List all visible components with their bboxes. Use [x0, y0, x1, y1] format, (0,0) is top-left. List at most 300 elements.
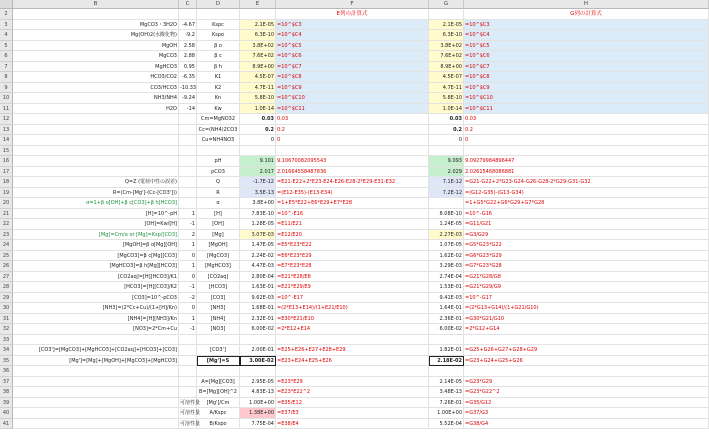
row-header-18[interactable]: 18: [0, 177, 13, 188]
cell-e8[interactable]: 4.5E-07: [240, 72, 276, 83]
cell-b6[interactable]: MgCO3: [13, 51, 179, 62]
cell-h3[interactable]: =10^$C3: [464, 20, 709, 31]
cell-f27[interactable]: =E21*E28/E8: [276, 272, 429, 283]
cell-d18[interactable]: Q: [197, 177, 240, 188]
cell-e3[interactable]: 2.1E-05: [240, 20, 276, 31]
cell-g27[interactable]: 2.74E-04: [429, 272, 464, 283]
cell-c32[interactable]: -1: [179, 324, 197, 335]
cell-d20[interactable]: α: [197, 198, 240, 209]
cell-g9[interactable]: 4.7E-11: [429, 83, 464, 94]
cell-h20[interactable]: =1+G5*G22+G6*G29+G7*G28: [464, 198, 709, 209]
cell-b27[interactable]: [CO2aq]=[H][HCO3]/K1: [13, 272, 179, 283]
cell-e6[interactable]: 7.6E+02: [240, 51, 276, 62]
cell-h8[interactable]: =10^$C8: [464, 72, 709, 83]
cell-f40[interactable]: =E37/E3: [276, 408, 429, 419]
cell-d26[interactable]: [MgHCO3]: [197, 261, 240, 272]
row-header-32[interactable]: 32: [0, 324, 13, 335]
cell-g41[interactable]: 5.52E-04: [429, 419, 464, 430]
row-header-7[interactable]: 7: [0, 62, 13, 73]
cell-g18[interactable]: 7.1E-12: [429, 177, 464, 188]
cell-f19[interactable]: =(E12-E35)-(E13-E34): [276, 188, 429, 199]
cell-c38[interactable]: [179, 387, 197, 398]
cell-h24[interactable]: =G5*G23*G22: [464, 240, 709, 251]
cell-f35[interactable]: =E23+E24+E25+E26: [276, 356, 429, 367]
cell-c8[interactable]: -6.35: [179, 72, 197, 83]
cell-d6[interactable]: β c: [197, 51, 240, 62]
cell-f16[interactable]: 9.10670082095543: [276, 156, 429, 167]
cell-g35[interactable]: 2.18E-02: [429, 356, 464, 367]
row-header-10[interactable]: 10: [0, 93, 13, 104]
cell-d10[interactable]: Kn: [197, 93, 240, 104]
cell-d30[interactable]: [NH3]: [197, 303, 240, 314]
cell-c2[interactable]: [179, 9, 197, 20]
cell-b20[interactable]: α=1+β o[OH]+β c[CO3]+β h[HCO3]: [13, 198, 179, 209]
cell-h26[interactable]: =G7*G23*G28: [464, 261, 709, 272]
row-header-33[interactable]: 33: [0, 335, 13, 346]
cell-h13[interactable]: 0.2: [464, 125, 709, 136]
row-header-34[interactable]: 34: [0, 345, 13, 356]
cell-c16[interactable]: [179, 156, 197, 167]
cell-b7[interactable]: MgHCO3: [13, 62, 179, 73]
cell-g17[interactable]: 2.029: [429, 167, 464, 178]
cell-f22[interactable]: =E11/E21: [276, 219, 429, 230]
cell-c18[interactable]: [179, 177, 197, 188]
cell-g39[interactable]: 7.26E-01: [429, 398, 464, 409]
cell-d40[interactable]: A/Kspc: [197, 408, 240, 419]
cell-g22[interactable]: 1.24E-05: [429, 219, 464, 230]
cell-h34[interactable]: =G25+G26+G27+G28+G29: [464, 345, 709, 356]
cell-b17[interactable]: [13, 167, 179, 178]
cell-f29[interactable]: =10^-E17: [276, 293, 429, 304]
row-header-26[interactable]: 26: [0, 261, 13, 272]
cell-d34[interactable]: [CO3']: [197, 345, 240, 356]
cell-e10[interactable]: 5.8E-10: [240, 93, 276, 104]
cell-c12[interactable]: [179, 114, 197, 125]
cell-b2[interactable]: [13, 9, 179, 20]
column-header-e[interactable]: E: [240, 0, 276, 9]
row-header-38[interactable]: 38: [0, 387, 13, 398]
cell-e34[interactable]: 2.00E-01: [240, 345, 276, 356]
row-header-11[interactable]: 11: [0, 104, 13, 115]
cell-f11[interactable]: =10^$C11: [276, 104, 429, 115]
select-all-corner[interactable]: [0, 0, 13, 9]
cell-d33[interactable]: [197, 335, 240, 346]
cell-b14[interactable]: [13, 135, 179, 146]
cell-c13[interactable]: [179, 125, 197, 136]
cell-e17[interactable]: 2.017: [240, 167, 276, 178]
cell-h21[interactable]: =10^-G16: [464, 209, 709, 220]
cell-e25[interactable]: 2.24E-02: [240, 251, 276, 262]
cell-h41[interactable]: =G38/G4: [464, 419, 709, 430]
row-header-30[interactable]: 30: [0, 303, 13, 314]
cell-c26[interactable]: 1: [179, 261, 197, 272]
cell-e37[interactable]: 2.95E-05: [240, 377, 276, 388]
cell-b11[interactable]: H2O: [13, 104, 179, 115]
cell-b24[interactable]: [MgOH]=β o[Mg][OH]: [13, 240, 179, 251]
cell-d39[interactable]: [Mg']/Cm: [197, 398, 240, 409]
cell-g20[interactable]: [429, 198, 464, 209]
cell-h18[interactable]: =G21-G22+2*G23-G24-G26-G28-2*G29-G31-G32: [464, 177, 709, 188]
cell-e12[interactable]: 0.03: [240, 114, 276, 125]
cell-d7[interactable]: β h: [197, 62, 240, 73]
cell-g34[interactable]: 1.82E-01: [429, 345, 464, 356]
cell-d2[interactable]: [197, 9, 240, 20]
cell-f18[interactable]: =E21-E22+2*E23-E24-E26-E28-2*E29-E31-E32: [276, 177, 429, 188]
row-header-41[interactable]: 41: [0, 419, 13, 430]
cell-c17[interactable]: [179, 167, 197, 178]
cell-g29[interactable]: 9.41E-03: [429, 293, 464, 304]
cell-h25[interactable]: =G6*G23*G29: [464, 251, 709, 262]
row-header-12[interactable]: 12: [0, 114, 13, 125]
cell-f14[interactable]: 0: [276, 135, 429, 146]
cell-d36[interactable]: [197, 366, 240, 377]
cell-b22[interactable]: [OH]=Kw/[H]: [13, 219, 179, 230]
cell-b10[interactable]: NH3/NH4: [13, 93, 179, 104]
cell-g19[interactable]: 7.2E-12: [429, 188, 464, 199]
column-header-f[interactable]: F: [276, 0, 429, 9]
column-header-g[interactable]: G: [429, 0, 464, 9]
cell-h17[interactable]: 2.02615468086881: [464, 167, 709, 178]
cell-c23[interactable]: 2: [179, 230, 197, 241]
row-header-17[interactable]: 17: [0, 167, 13, 178]
cell-g11[interactable]: 1.0E-14: [429, 104, 464, 115]
cell-c11[interactable]: -14: [179, 104, 197, 115]
cell-h16[interactable]: 9.09279984896447: [464, 156, 709, 167]
cell-f8[interactable]: =10^$C8: [276, 72, 429, 83]
cell-d25[interactable]: [MgCO3]: [197, 251, 240, 262]
cell-d12[interactable]: Cm=MgNO32: [197, 114, 240, 125]
cell-g10[interactable]: 5.8E-10: [429, 93, 464, 104]
cell-h9[interactable]: =10^$C9: [464, 83, 709, 94]
cell-d32[interactable]: [NO3]: [197, 324, 240, 335]
cell-b28[interactable]: [HCO3]=[H][CO3]/K2: [13, 282, 179, 293]
cell-h10[interactable]: =10^$C10: [464, 93, 709, 104]
cell-g12[interactable]: 0.03: [429, 114, 464, 125]
cell-f17[interactable]: 2.01664558487836: [276, 167, 429, 178]
cell-d4[interactable]: Kspo: [197, 30, 240, 41]
cell-f9[interactable]: =10^$C9: [276, 83, 429, 94]
cell-d38[interactable]: B=[Mg][OH]^2: [197, 387, 240, 398]
cell-d13[interactable]: Cc=(NH4)2CO3: [197, 125, 240, 136]
cell-c5[interactable]: 2.58: [179, 41, 197, 52]
cell-g6[interactable]: 7.6E+02: [429, 51, 464, 62]
cell-g15[interactable]: [429, 146, 464, 157]
cell-d22[interactable]: [OH]: [197, 219, 240, 230]
cell-c25[interactable]: 0: [179, 251, 197, 262]
cell-h27[interactable]: =G21*G28/G8: [464, 272, 709, 283]
cell-h36[interactable]: [464, 366, 709, 377]
cell-e40[interactable]: 1.38E+00: [240, 408, 276, 419]
cell-b16[interactable]: [13, 156, 179, 167]
cell-d24[interactable]: [MgOH]: [197, 240, 240, 251]
cell-h11[interactable]: =10^$C11: [464, 104, 709, 115]
cell-g26[interactable]: 3.29E-03: [429, 261, 464, 272]
cell-c31[interactable]: 1: [179, 314, 197, 325]
cell-e26[interactable]: 4.47E-03: [240, 261, 276, 272]
cell-e11[interactable]: 1.0E-14: [240, 104, 276, 115]
row-header-40[interactable]: 40: [0, 408, 13, 419]
row-header-6[interactable]: 6: [0, 51, 13, 62]
cell-f12[interactable]: 0.03: [276, 114, 429, 125]
cell-f33[interactable]: [276, 335, 429, 346]
cell-f23[interactable]: =E12/E20: [276, 230, 429, 241]
cell-e20[interactable]: 3.8E+00: [240, 198, 276, 209]
cell-d29[interactable]: [CO3]: [197, 293, 240, 304]
cell-d15[interactable]: [197, 146, 240, 157]
row-header-39[interactable]: 39: [0, 398, 13, 409]
cell-b38[interactable]: [13, 387, 179, 398]
cell-g13[interactable]: 0.2: [429, 125, 464, 136]
cell-f5[interactable]: =10^$C5: [276, 41, 429, 52]
cell-d27[interactable]: [CO2aq]: [197, 272, 240, 283]
cell-e32[interactable]: 6.00E-02: [240, 324, 276, 335]
cell-d31[interactable]: [NH4]: [197, 314, 240, 325]
cell-g30[interactable]: 1.64E-01: [429, 303, 464, 314]
row-header-37[interactable]: 37: [0, 377, 13, 388]
cell-f36[interactable]: [276, 366, 429, 377]
column-header-c[interactable]: C: [179, 0, 197, 9]
cell-f15[interactable]: [276, 146, 429, 157]
cell-d3[interactable]: Kspc: [197, 20, 240, 31]
cell-c20[interactable]: [179, 198, 197, 209]
cell-b32[interactable]: [NO3]=2*Cm+Cu: [13, 324, 179, 335]
cell-e36[interactable]: [240, 366, 276, 377]
cell-c29[interactable]: -2: [179, 293, 197, 304]
cell-c27[interactable]: 0: [179, 272, 197, 283]
cell-b19[interactable]: R=(Cm-[Mg']-(Cc-[CO3'])): [13, 188, 179, 199]
cell-g36[interactable]: [429, 366, 464, 377]
cell-d28[interactable]: [HCO3]: [197, 282, 240, 293]
cell-h37[interactable]: =G23*G29: [464, 377, 709, 388]
cell-f6[interactable]: =10^$C6: [276, 51, 429, 62]
cell-d8[interactable]: K1: [197, 72, 240, 83]
cell-e31[interactable]: 2.32E-01: [240, 314, 276, 325]
cell-c34[interactable]: [179, 345, 197, 356]
cell-f2[interactable]: E列の計算式: [276, 9, 429, 20]
row-header-19[interactable]: 19: [0, 188, 13, 199]
cell-h7[interactable]: =10^$C7: [464, 62, 709, 73]
cell-b21[interactable]: [H]=10^-pH: [13, 209, 179, 220]
cell-e28[interactable]: 1.63E-01: [240, 282, 276, 293]
cell-e39[interactable]: 1.00E+00: [240, 398, 276, 409]
cell-e38[interactable]: 4.83E-13: [240, 387, 276, 398]
cell-h28[interactable]: =G21*G29/G9: [464, 282, 709, 293]
cell-e27[interactable]: 2.80E-04: [240, 272, 276, 283]
cell-f34[interactable]: =E25+E26+E27+E28+E29: [276, 345, 429, 356]
cell-e24[interactable]: 1.47E-05: [240, 240, 276, 251]
cell-c33[interactable]: [179, 335, 197, 346]
cell-e2[interactable]: [240, 9, 276, 20]
cell-g24[interactable]: 1.07E-05: [429, 240, 464, 251]
cell-c15[interactable]: [179, 146, 197, 157]
cell-h31[interactable]: =G30*G21/G10: [464, 314, 709, 325]
cell-g7[interactable]: 8.9E+00: [429, 62, 464, 73]
cell-g33[interactable]: [429, 335, 464, 346]
row-header-16[interactable]: 16: [0, 156, 13, 167]
cell-b13[interactable]: [13, 125, 179, 136]
cell-h23[interactable]: =G3/G29: [464, 230, 709, 241]
cell-h35[interactable]: =G23+G24+G25+G26: [464, 356, 709, 367]
cell-h30[interactable]: =(2*G13+G14)/(1+G21/G10): [464, 303, 709, 314]
cell-g3[interactable]: 2.1E-05: [429, 20, 464, 31]
cell-c35[interactable]: [179, 356, 197, 367]
cell-f38[interactable]: =E23*E22^2: [276, 387, 429, 398]
cell-c4[interactable]: -9.2: [179, 30, 197, 41]
cell-h19[interactable]: =(G12-G35)-(G13-G34): [464, 188, 709, 199]
cell-c24[interactable]: 1: [179, 240, 197, 251]
cell-b3[interactable]: MgCO3・3H2O: [13, 20, 179, 31]
cell-h32[interactable]: =2*G12+G14: [464, 324, 709, 335]
cell-b41[interactable]: [13, 419, 179, 430]
cell-f39[interactable]: =E35/E12: [276, 398, 429, 409]
cell-e5[interactable]: 3.8E+02: [240, 41, 276, 52]
cell-d5[interactable]: β o: [197, 41, 240, 52]
cell-e33[interactable]: [240, 335, 276, 346]
cell-d35[interactable]: [Mg']=S: [197, 356, 240, 367]
cell-h39[interactable]: =G35/G12: [464, 398, 709, 409]
cell-d21[interactable]: [H]: [197, 209, 240, 220]
cell-b35[interactable]: [Mg']=[Mg]+[MgOH]+[MgCO3]+[MgHCO3]: [13, 356, 179, 367]
cell-e9[interactable]: 4.7E-11: [240, 83, 276, 94]
row-header-28[interactable]: 28: [0, 282, 13, 293]
cell-c30[interactable]: 0: [179, 303, 197, 314]
row-header-36[interactable]: 36: [0, 366, 13, 377]
cell-h29[interactable]: =10^-G17: [464, 293, 709, 304]
cell-e41[interactable]: 7.75E-04: [240, 419, 276, 430]
row-header-23[interactable]: 23: [0, 230, 13, 241]
cell-g8[interactable]: 4.5E-07: [429, 72, 464, 83]
row-header-9[interactable]: 9: [0, 83, 13, 94]
row-header-25[interactable]: 25: [0, 251, 13, 262]
cell-f3[interactable]: =10^$C3: [276, 20, 429, 31]
cell-c21[interactable]: 1: [179, 209, 197, 220]
cell-e4[interactable]: 6.3E-10: [240, 30, 276, 41]
cell-b9[interactable]: CO3/HCO3: [13, 83, 179, 94]
cell-c19[interactable]: [179, 188, 197, 199]
cell-b23[interactable]: [Mg]=Cm/α or [Mg]=Ksp/[CO3]: [13, 230, 179, 241]
cell-c14[interactable]: [179, 135, 197, 146]
cell-e15[interactable]: [240, 146, 276, 157]
cell-b29[interactable]: [CO3]=10^-pCO3: [13, 293, 179, 304]
cell-f7[interactable]: =10^$C7: [276, 62, 429, 73]
cell-b4[interactable]: Mg(OH)2(水酸化物): [13, 30, 179, 41]
cell-g14[interactable]: 0: [429, 135, 464, 146]
cell-f24[interactable]: =E5*E23*E22: [276, 240, 429, 251]
cell-e18[interactable]: -1.7E-12: [240, 177, 276, 188]
cell-h12[interactable]: 0.03: [464, 114, 709, 125]
column-header-b[interactable]: B: [13, 0, 179, 9]
row-header-29[interactable]: 29: [0, 293, 13, 304]
cell-h5[interactable]: =10^$C5: [464, 41, 709, 52]
cell-e14[interactable]: 0: [240, 135, 276, 146]
cell-f25[interactable]: =E6*E23*E29: [276, 251, 429, 262]
cell-f13[interactable]: 0.2: [276, 125, 429, 136]
cell-d23[interactable]: [Mg]: [197, 230, 240, 241]
row-header-3[interactable]: 3: [0, 20, 13, 31]
cell-g28[interactable]: 1.53E-01: [429, 282, 464, 293]
cell-c9[interactable]: -10.33: [179, 83, 197, 94]
cell-f32[interactable]: =2*E12+E14: [276, 324, 429, 335]
row-header-21[interactable]: 21: [0, 209, 13, 220]
cell-c10[interactable]: -9.24: [179, 93, 197, 104]
cell-h14[interactable]: 0: [464, 135, 709, 146]
cell-e35[interactable]: 3.00E-02: [240, 356, 276, 367]
cell-c3[interactable]: -4.67: [179, 20, 197, 31]
cell-d11[interactable]: Kw: [197, 104, 240, 115]
cell-b5[interactable]: MgOH: [13, 41, 179, 52]
cell-g5[interactable]: 3.8E+02: [429, 41, 464, 52]
cell-b30[interactable]: [NH3]=(2*Cc+Cu)/(1+[H]/Kn): [13, 303, 179, 314]
cell-b33[interactable]: [13, 335, 179, 346]
cell-e13[interactable]: 0.2: [240, 125, 276, 136]
cell-b40[interactable]: [13, 408, 179, 419]
cell-b31[interactable]: [NH4]=[H][NH3]/Kn: [13, 314, 179, 325]
row-header-20[interactable]: 20: [0, 198, 13, 209]
cell-d17[interactable]: pCO3: [197, 167, 240, 178]
cell-d19[interactable]: R: [197, 188, 240, 199]
cell-h15[interactable]: [464, 146, 709, 157]
cell-f4[interactable]: =10^$C4: [276, 30, 429, 41]
cell-f30[interactable]: =(2*E13+E14)/(1+E21/E10): [276, 303, 429, 314]
cell-g25[interactable]: 1.62E-02: [429, 251, 464, 262]
cell-g16[interactable]: 9.093: [429, 156, 464, 167]
cell-g37[interactable]: 2.14E-05: [429, 377, 464, 388]
cell-e21[interactable]: 7.83E-10: [240, 209, 276, 220]
cell-c39[interactable]: 可溶性量: [179, 398, 197, 409]
row-header-15[interactable]: 15: [0, 146, 13, 157]
cell-f20[interactable]: =1+E5*E22+E6*E29+E7*E28: [276, 198, 429, 209]
row-header-14[interactable]: 14: [0, 135, 13, 146]
cell-f41[interactable]: =E38/E4: [276, 419, 429, 430]
cell-b8[interactable]: HCO3/CO2: [13, 72, 179, 83]
row-header-24[interactable]: 24: [0, 240, 13, 251]
row-header-27[interactable]: 27: [0, 272, 13, 283]
cell-e23[interactable]: 3.07E-03: [240, 230, 276, 241]
cell-c22[interactable]: -1: [179, 219, 197, 230]
cell-c6[interactable]: 2.88: [179, 51, 197, 62]
cell-d41[interactable]: B/Kspo: [197, 419, 240, 430]
cell-e30[interactable]: 1.68E-01: [240, 303, 276, 314]
row-header-31[interactable]: 31: [0, 314, 13, 325]
cell-d37[interactable]: A=[Mg][CO3]: [197, 377, 240, 388]
cell-b37[interactable]: [13, 377, 179, 388]
row-header-13[interactable]: 13: [0, 125, 13, 136]
cell-b18[interactable]: Q=Z (電荷中性の誤差): [13, 177, 179, 188]
cell-g23[interactable]: 2.27E-03: [429, 230, 464, 241]
cell-h2[interactable]: G列の計算式: [464, 9, 709, 20]
cell-c40[interactable]: 可溶性量: [179, 408, 197, 419]
cell-b34[interactable]: [CO3']=[MgCO3]+[MgHCO3]+[CO2aq]+[HCO3]+[CO3]: [13, 345, 179, 356]
column-header-h[interactable]: H: [464, 0, 709, 9]
cell-c37[interactable]: [179, 377, 197, 388]
cell-h38[interactable]: =G23*G22^2: [464, 387, 709, 398]
cell-b15[interactable]: [13, 146, 179, 157]
cell-e16[interactable]: 9.101: [240, 156, 276, 167]
cell-h22[interactable]: =G11/G21: [464, 219, 709, 230]
cell-g4[interactable]: 6.3E-10: [429, 30, 464, 41]
cell-d9[interactable]: K2: [197, 83, 240, 94]
cell-g40[interactable]: 1.00E+00: [429, 408, 464, 419]
row-header-35[interactable]: 35: [0, 356, 13, 367]
cell-g32[interactable]: 6.00E-02: [429, 324, 464, 335]
row-header-8[interactable]: 8: [0, 72, 13, 83]
cell-g21[interactable]: 8.08E-10: [429, 209, 464, 220]
cell-e19[interactable]: 3.5E-13: [240, 188, 276, 199]
cell-c36[interactable]: [179, 366, 197, 377]
cell-b12[interactable]: [13, 114, 179, 125]
cell-h4[interactable]: =10^$C4: [464, 30, 709, 41]
cell-g31[interactable]: 2.36E-01: [429, 314, 464, 325]
